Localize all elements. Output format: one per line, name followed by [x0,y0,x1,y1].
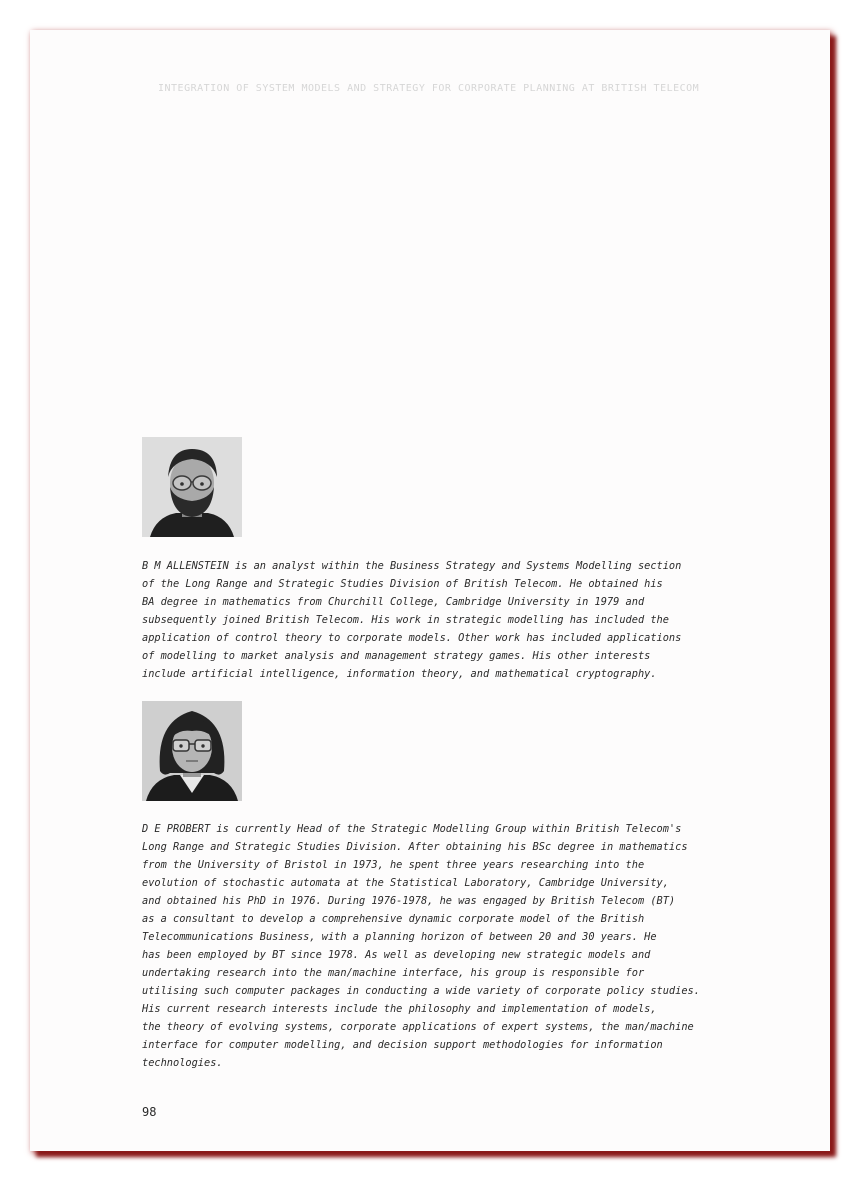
faint-show-through-header: INTEGRATION OF SYSTEM MODELS AND STRATEGY FOR CORPORATE PLANNING AT BRITISH TELECOM [158,83,700,94]
bio-line: BA degree in mathematics from Churchill College, Cambridge University in 1979 and [142,596,645,608]
bio-line: has been employed by BT since 1978. As well as developing new strategic models and [142,949,651,961]
bio-line: as a consultant to develop a comprehensive dynamic corporate model of the British [142,913,645,925]
bio-line: undertaking research into the man/machine interface, his group is responsible for [142,967,645,979]
portrait-photo-allenstein [142,437,242,537]
paper-page [30,30,830,1151]
bio-line: B M ALLENSTEIN is an analyst within the Business Strategy and Systems Modelling section [142,560,682,572]
bio-line: of the Long Range and Strategic Studies Division of British Telecom. He obtained his [142,578,663,590]
biography-allenstein [142,557,681,683]
bio-line: His current research interests include the philosophy and implementation of models, [142,1003,657,1015]
bio-line: from the University of Bristol in 1973, he spent three years researching into the [142,859,645,871]
bio-line: application of control theory to corporate models. Other work has included applications [142,632,682,644]
bio-line: D E PROBERT is currently Head of the Strategic Modelling Group within British Telecom's [142,823,682,835]
bio-line: of modelling to market analysis and management strategy games. His other interests [142,650,651,662]
bio-line: include artificial intelligence, information theory, and mathematical cryptography. [142,668,657,680]
bio-line: technologies. [142,1057,223,1069]
bio-line: the theory of evolving systems, corporate applications of expert systems, the man/machine [142,1021,694,1033]
biography-probert [142,820,700,1072]
bio-line: utilising such computer packages in conducting a wide variety of corporate policy studies. [142,985,700,997]
bio-line: and obtained his PhD in 1976. During 1976-1978, he was engaged by British Telecom (BT) [142,895,676,907]
bio-line: Long Range and Strategic Studies Division. After obtaining his BSc degree in mathematics [142,841,688,853]
portrait-photo-probert [142,701,242,801]
bio-line: evolution of stochastic automata at the Statistical Laboratory, Cambridge University, [142,877,669,889]
page-number: 98 [142,1105,157,1119]
bio-line: Telecommunications Business, with a planning horizon of between 20 and 30 years. He [142,931,657,943]
bio-line: interface for computer modelling, and decision support methodologies for information [142,1039,663,1051]
bio-line: subsequently joined British Telecom. His work in strategic modelling has included the [142,614,669,626]
